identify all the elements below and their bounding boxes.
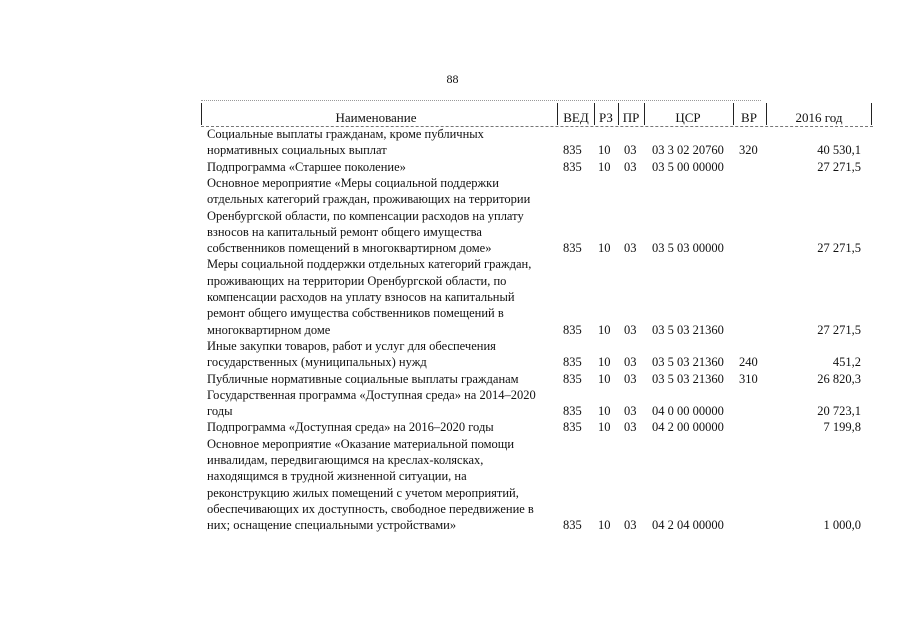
- cell-name: Подпрограмма «Доступная среда» на 2016–2020 годы: [207, 420, 494, 435]
- cell-ved: 835: [563, 143, 582, 158]
- table-row: [0, 256, 905, 272]
- cell-ved: 835: [563, 159, 582, 174]
- header-border: [766, 103, 767, 125]
- cell-val: 1 000,0: [823, 518, 861, 533]
- table-row: [0, 191, 905, 207]
- cell-name: инвалидам, передвигающимся на креслах-колясках,: [207, 453, 484, 467]
- header-border: [201, 103, 202, 125]
- cell-pr: 03: [624, 371, 637, 386]
- cell-val: 451,2: [832, 355, 861, 370]
- cell-rz: 10: [598, 371, 611, 386]
- cell-rz: 10: [598, 241, 611, 256]
- cell-rz: 10: [598, 355, 611, 370]
- cell-pr: 03: [624, 159, 637, 174]
- header-border: [644, 103, 645, 125]
- cell-name: Основное мероприятие «Оказание материальной помощи: [207, 436, 515, 451]
- header-name: Наименование: [335, 110, 417, 125]
- cell-name: ремонт общего имущества собственников помещений в: [207, 306, 504, 321]
- table-row: [0, 354, 905, 370]
- table-header: [201, 100, 873, 128]
- cell-name: отдельных категорий граждан, проживающих на территории: [207, 192, 531, 207]
- table-row: [0, 175, 905, 191]
- cell-csr: 03 5 03 21360: [652, 371, 724, 386]
- cell-rz: 10: [598, 322, 611, 337]
- cell-ved: 835: [563, 371, 582, 386]
- cell-pr: 03: [624, 420, 637, 435]
- cell-name: Подпрограмма «Старшее поколение»: [207, 159, 406, 174]
- cell-csr: 03 5 03 00000: [652, 241, 724, 256]
- table-row: [0, 322, 905, 338]
- header-ved: ВЕД: [563, 110, 589, 125]
- header-top-rule: [201, 100, 761, 103]
- cell-pr: 03: [624, 355, 637, 370]
- cell-name: собственников помещений в многоквартирном доме»: [207, 241, 492, 256]
- table-row: [0, 126, 905, 142]
- header-rz: РЗ: [599, 110, 613, 125]
- table-row: [0, 485, 905, 501]
- table-row: [0, 501, 905, 517]
- cell-vr: 310: [739, 371, 758, 386]
- cell-csr: 03 5 03 21360: [652, 355, 724, 370]
- cell-rz: 10: [598, 404, 611, 419]
- cell-ved: 835: [563, 355, 582, 370]
- cell-name: обеспечивающих их доступность, свободное передвижение в: [207, 501, 534, 516]
- cell-name: реконструкцию жилых помещений с учетом мероприятий,: [207, 485, 519, 500]
- cell-ved: 835: [563, 404, 582, 419]
- table-row: [0, 338, 905, 354]
- table-row: [0, 387, 905, 403]
- table-row: [0, 371, 905, 387]
- cell-ved: 835: [563, 420, 582, 435]
- cell-val: 26 820,3: [817, 371, 861, 386]
- cell-name: многоквартирном доме: [207, 322, 331, 337]
- table-row: [0, 224, 905, 240]
- cell-csr: 03 5 03 21360: [652, 322, 724, 337]
- cell-val: 27 271,5: [817, 241, 861, 256]
- cell-rz: 10: [598, 159, 611, 174]
- header-border: [733, 103, 734, 125]
- table-row: [0, 142, 905, 158]
- header-border: [871, 103, 872, 125]
- table-row: [0, 403, 905, 419]
- table-row: [0, 517, 905, 533]
- cell-ved: 835: [563, 322, 582, 337]
- cell-name: взносов на капитальный ремонт общего имущества: [207, 224, 482, 239]
- cell-name: находящимся в трудной жизненной ситуации, на: [207, 469, 467, 484]
- cell-name: компенсации расходов на уплату взносов на капитальный: [207, 290, 515, 304]
- cell-pr: 03: [624, 404, 637, 419]
- cell-pr: 03: [624, 143, 637, 158]
- cell-csr: 03 5 00 00000: [652, 159, 724, 174]
- cell-pr: 03: [624, 241, 637, 256]
- table-row: [0, 468, 905, 484]
- cell-name: проживающих на территории Оренбургской области, по: [207, 273, 507, 288]
- table-row: [0, 452, 905, 468]
- cell-pr: 03: [624, 518, 637, 533]
- table-row: [0, 208, 905, 224]
- cell-name: государственных (муниципальных) нужд: [207, 355, 427, 370]
- cell-vr: 320: [739, 143, 758, 158]
- table-row: [0, 159, 905, 175]
- cell-csr: 03 3 02 20760: [652, 143, 724, 158]
- table-row: [0, 273, 905, 289]
- cell-name: нормативных социальных выплат: [207, 143, 387, 158]
- cell-name: Социальные выплаты гражданам, кроме публичных: [207, 127, 484, 141]
- cell-ved: 835: [563, 241, 582, 256]
- cell-csr: 04 0 00 00000: [652, 404, 724, 419]
- cell-val: 40 530,1: [817, 143, 861, 158]
- cell-rz: 10: [598, 143, 611, 158]
- cell-name: них; оснащение специальными устройствами»: [207, 518, 457, 533]
- cell-val: 7 199,8: [823, 420, 861, 435]
- table-row: [0, 436, 905, 452]
- header-vr: ВР: [741, 110, 757, 125]
- cell-csr: 04 2 04 00000: [652, 518, 724, 533]
- cell-rz: 10: [598, 518, 611, 533]
- cell-val: 27 271,5: [817, 159, 861, 174]
- cell-name: годы: [207, 404, 233, 419]
- table-row: [0, 240, 905, 256]
- cell-name: Иные закупки товаров, работ и услуг для обеспечения: [207, 338, 496, 353]
- page-number: 88: [446, 72, 459, 86]
- table-row: [0, 419, 905, 435]
- header-year: 2016 год: [795, 110, 843, 125]
- cell-csr: 04 2 00 00000: [652, 420, 724, 435]
- cell-name: Меры социальной поддержки отдельных категорий граждан,: [207, 257, 532, 272]
- cell-vr: 240: [739, 355, 758, 370]
- table-row: [0, 289, 905, 305]
- cell-pr: 03: [624, 322, 637, 337]
- cell-ved: 835: [563, 518, 582, 533]
- header-pr: ПР: [622, 110, 640, 125]
- cell-val: 27 271,5: [817, 322, 861, 337]
- cell-name: Публичные нормативные социальные выплаты гражданам: [207, 371, 519, 386]
- header-border: [557, 103, 558, 125]
- cell-name: Оренбургской области, по компенсации расходов на уплату: [207, 208, 524, 223]
- cell-name: Основное мероприятие «Меры социальной поддержки: [207, 175, 499, 190]
- table-row: [0, 305, 905, 321]
- cell-name: Государственная программа «Доступная среда» на 2014–2020: [207, 387, 536, 402]
- cell-val: 20 723,1: [817, 404, 861, 419]
- cell-rz: 10: [598, 420, 611, 435]
- header-csr: ЦСР: [675, 110, 701, 125]
